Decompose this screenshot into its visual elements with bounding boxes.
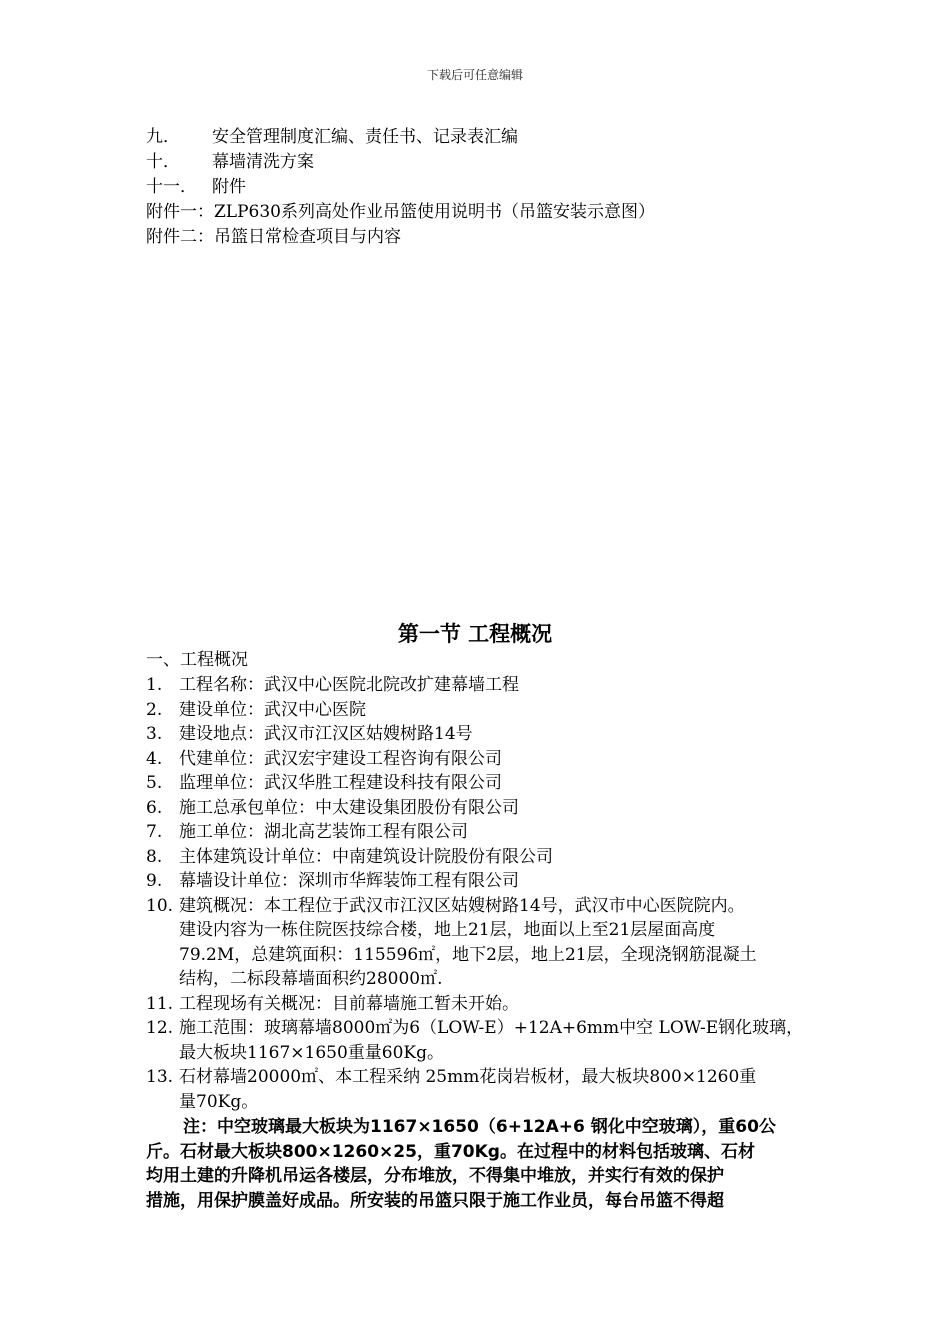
list-item <box>146 747 818 772</box>
list-item-number: 3. <box>146 724 163 744</box>
toc-item <box>146 150 846 175</box>
list-item-text <box>179 1016 818 1065</box>
toc-item-text: 安全管理制度汇编、责任书、记录表汇编 <box>212 127 518 147</box>
toc-item <box>146 175 846 200</box>
list-item-number: 5. <box>146 773 163 793</box>
list-item-number: 12. <box>146 1018 174 1038</box>
list-item-text <box>179 673 818 698</box>
attachment-item: 附件二：吊篮日常检查项目与内容 <box>146 227 401 247</box>
toc-item-text: 幕墙清洗方案 <box>212 152 314 172</box>
list-item <box>146 992 818 1017</box>
list-item-number: 10. <box>146 895 174 916</box>
list-item <box>146 869 818 894</box>
note-paragraph <box>146 1115 818 1213</box>
list-item-line: 最大板块1167×1650重量60Kg。 <box>179 1042 444 1063</box>
list-item-line: 幕墙设计单位：深圳市华辉装饰工程有限公司 <box>179 871 519 891</box>
list-item <box>146 894 818 992</box>
list-item-line: 量70Kg。 <box>179 1091 259 1112</box>
list-item <box>146 673 818 698</box>
list-item-line: 施工总承包单位：中太建设集团股份有限公司 <box>179 797 519 818</box>
list-item <box>146 845 818 870</box>
list-item-number: 2. <box>146 699 163 720</box>
list-item-number: 4. <box>146 748 163 769</box>
toc-item-number: 九． <box>146 127 180 147</box>
list-item-line: 建筑概况：本工程位于武汉市江汉区姑嫂树路14号，武汉市中心医院院内。 <box>179 895 745 916</box>
toc-item-text: 附件 <box>212 177 246 197</box>
note-line: 注：中空玻璃最大板块为1167×1650（6+12A+6 钢化中空玻璃），重60公 <box>183 1117 776 1137</box>
list-item <box>146 796 818 821</box>
list-item <box>146 1065 818 1114</box>
subheading: 一、工程概况 <box>146 650 248 670</box>
attachment-item: 附件一：ZLP630系列高处作业吊篮使用说明书（吊篮安装示意图） <box>146 202 655 222</box>
list-item-number: 11. <box>146 993 174 1014</box>
list-item-line: 施工单位：湖北高艺装饰工程有限公司 <box>179 822 468 842</box>
list-item-text <box>179 845 818 870</box>
table-of-contents <box>146 125 846 250</box>
list-item-number: 1. <box>146 675 163 695</box>
list-item-line: 工程现场有关概况：目前幕墙施工暂未开始。 <box>179 993 519 1014</box>
page-header: 下载后可任意编辑 <box>426 68 523 82</box>
list-item-line: 建设单位：武汉中心医院 <box>179 699 366 720</box>
toc-item-number: 十． <box>146 152 180 172</box>
note-line: 均用土建的升降机吊运各楼层，分布堆放，不得集中堆放，并实行有效的保护 <box>146 1166 724 1186</box>
list-item-text <box>179 796 818 821</box>
list-item-line: 79.2M，总建筑面积：115596㎡，地下2层，地上21层，全现浇钢筋混凝土 <box>179 944 757 965</box>
list-item-number: 9. <box>146 871 163 891</box>
list-item-number: 6. <box>146 797 163 818</box>
list-item-text <box>179 698 818 723</box>
list-item-text <box>179 869 818 894</box>
list-item-line: 代建单位：武汉宏宇建设工程咨询有限公司 <box>179 748 502 769</box>
list-item <box>146 722 818 747</box>
list-item <box>146 1016 818 1065</box>
list-item-text <box>179 771 818 796</box>
project-overview <box>146 648 818 1213</box>
list-item-text <box>179 820 818 845</box>
list-item-text <box>179 894 818 992</box>
list-item <box>146 698 818 723</box>
list-item-text <box>179 1065 818 1114</box>
note-line: 斤。石材最大板块800×1260×25，重70Kg。在过程中的材料包括玻璃、石材 <box>146 1141 755 1162</box>
note-line: 措施，用保护膜盖好成品。所安装的吊篮只限于施工作业员，每台吊篮不得超 <box>146 1190 724 1211</box>
list-item-number: 13. <box>146 1067 174 1087</box>
list-item-line: 主体建筑设计单位：中南建筑设计院股份有限公司 <box>179 846 553 867</box>
list-item-text <box>179 722 818 747</box>
overview-list <box>146 673 818 1114</box>
list-item <box>146 820 818 845</box>
toc-item-number: 十一． <box>146 177 197 197</box>
list-item-number: 7. <box>146 822 163 842</box>
list-item-line: 结构，二标段幕墙面积约28000㎡. <box>179 969 443 989</box>
list-item-line: 建设地点：武汉市江汉区姑嫂树路14号 <box>179 724 473 744</box>
section-title: 第一节 工程概况 <box>397 622 553 646</box>
list-item-text <box>179 992 818 1017</box>
list-item <box>146 771 818 796</box>
list-item-line: 工程名称：武汉中心医院北院改扩建幕墙工程 <box>179 675 519 695</box>
list-item-text <box>179 747 818 772</box>
list-item-line: 施工范围：玻璃幕墙8000㎡为6（LOW-E）+12A+6mm中空 LOW-E钢化玻璃， <box>179 1018 804 1038</box>
list-item-line: 监理单位：武汉华胜工程建设科技有限公司 <box>179 773 502 793</box>
list-item-line: 石材幕墙20000㎡、本工程采纳 25mm花岗岩板材，最大板块800×1260重 <box>179 1067 757 1087</box>
toc-item <box>146 125 846 150</box>
list-item-number: 8. <box>146 846 163 867</box>
list-item-line: 建设内容为一栋住院医技综合楼，地上21层，地面以上至21层屋面高度 <box>179 920 716 940</box>
